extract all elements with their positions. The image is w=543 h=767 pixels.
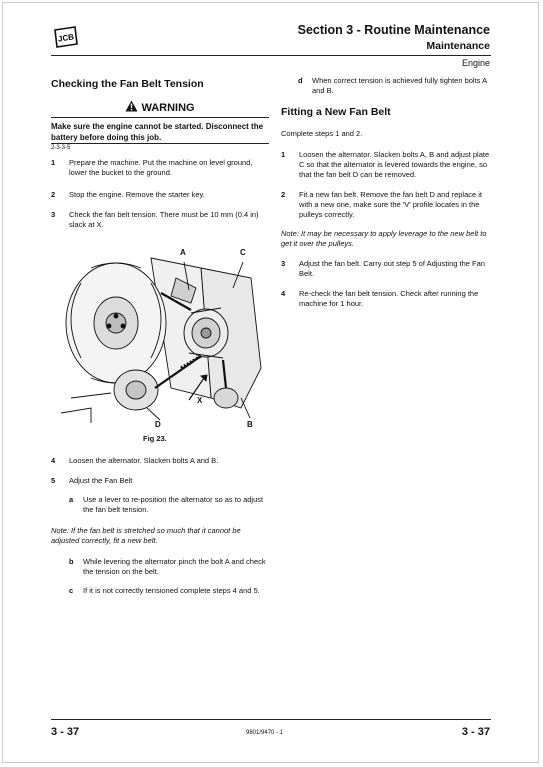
step-number: 5 bbox=[51, 476, 56, 485]
note-text: Note: If the fan belt is stretched so much that it cannot be adjusted correctly, fit a new belt. bbox=[51, 526, 241, 545]
figure-label-a: A bbox=[180, 248, 186, 257]
category-label: Engine bbox=[461, 58, 490, 68]
document-number: 9801/9470 - 1 bbox=[246, 730, 284, 736]
step-text: Loosen the alternator. Slacken bolts A and B. bbox=[69, 456, 219, 465]
substep-text: When correct tension is achieved fully tighten bolts A and B. bbox=[312, 76, 487, 95]
warning-triangle-icon bbox=[125, 100, 138, 112]
note-text: Note: It may be necessary to apply leverage to the new belt to get it over the pulleys. bbox=[281, 229, 487, 248]
list-item bbox=[51, 476, 269, 486]
list-item bbox=[51, 190, 269, 200]
substep-letter: a bbox=[69, 495, 74, 504]
list-item bbox=[69, 586, 269, 606]
list-item bbox=[51, 158, 269, 178]
list-item bbox=[298, 76, 491, 96]
step-number: 2 bbox=[281, 190, 286, 199]
step-text: Stop the engine. Remove the starter key. bbox=[69, 190, 205, 199]
list-item bbox=[281, 259, 491, 279]
engine-line-drawing bbox=[51, 248, 269, 432]
section-title: Section 3 - Routine Maintenance bbox=[297, 23, 490, 37]
step-text: Check the fan belt tension. There must be 10 mm (0.4 in) slack at X. bbox=[69, 210, 259, 229]
fan-belt-figure bbox=[51, 248, 269, 432]
warning-title-row bbox=[51, 100, 269, 114]
figure-label-b: B bbox=[247, 420, 253, 429]
list-item bbox=[281, 150, 491, 180]
page-number-right: 3 - 37 bbox=[461, 726, 490, 738]
step-number: 3 bbox=[51, 210, 56, 219]
substep-letter: d bbox=[298, 76, 303, 85]
list-item bbox=[51, 210, 269, 230]
list-item bbox=[69, 557, 269, 577]
jcb-logo bbox=[53, 26, 79, 48]
step-number: 1 bbox=[51, 158, 56, 167]
figure-label-x: X bbox=[197, 396, 203, 405]
step-text: Fit a new fan belt. Remove the fan belt D and replace it with a new one, make sure the 'V' profile locates in the pulleys correctly. bbox=[299, 190, 483, 219]
header-rule bbox=[51, 55, 491, 56]
list-item bbox=[281, 190, 491, 220]
substep-text: If it is not correctly tensioned complete steps 4 and 5. bbox=[83, 586, 260, 595]
svg-text:JCB: JCB bbox=[57, 32, 75, 44]
footer-rule bbox=[51, 719, 491, 720]
substep-text: Use a lever to re-position the alternator so as to adjust the fan belt tension. bbox=[83, 495, 264, 514]
checking-heading: Checking the Fan Belt Tension bbox=[51, 78, 204, 90]
section-subtitle: Maintenance bbox=[426, 40, 490, 52]
step-text: Loosen the alternator. Slacken bolts A, B and adjust plate C so that the alternator is levered towards the engine, so that the fan belt D can be removed. bbox=[299, 150, 490, 179]
substep-letter: b bbox=[69, 557, 74, 566]
warning-rule-top bbox=[51, 117, 269, 118]
step-text: Prepare the machine. Put the machine on level ground, lower the bucket to the ground. bbox=[69, 158, 253, 177]
step-number: 4 bbox=[281, 289, 286, 298]
substep-letter: c bbox=[69, 586, 74, 595]
list-item bbox=[281, 289, 491, 309]
fitting-heading: Fitting a New Fan Belt bbox=[281, 106, 391, 118]
list-item bbox=[51, 456, 269, 466]
figure-caption: Fig 23. bbox=[143, 434, 167, 443]
list-item bbox=[69, 495, 269, 515]
intro-text: Complete steps 1 and 2. bbox=[281, 129, 363, 138]
figure-label-d: D bbox=[155, 420, 161, 429]
step-number: 4 bbox=[51, 456, 56, 465]
warning-rule-bottom bbox=[51, 143, 269, 144]
step-number: 2 bbox=[51, 190, 56, 199]
warning-code: 2-3-3-5 bbox=[51, 145, 71, 151]
page-number-left: 3 - 37 bbox=[51, 726, 80, 738]
warning-title: WARNING bbox=[141, 102, 195, 114]
step-text: Re-check the fan belt tension. Check after running the machine for 1 hour. bbox=[299, 289, 479, 308]
warning-text: Make sure the engine cannot be started. Disconnect the battery before doing this job. bbox=[51, 122, 264, 142]
substep-text: While levering the alternator pinch the bolt A and check the tension on the belt. bbox=[83, 557, 266, 576]
step-number: 3 bbox=[281, 259, 286, 268]
figure-label-c: C bbox=[240, 248, 246, 257]
step-text: Adjust the Fan Belt bbox=[69, 476, 133, 485]
step-text: Adjust the fan belt. Carry out step 5 of Adjusting the Fan Belt. bbox=[299, 259, 485, 278]
step-number: 1 bbox=[281, 150, 286, 159]
